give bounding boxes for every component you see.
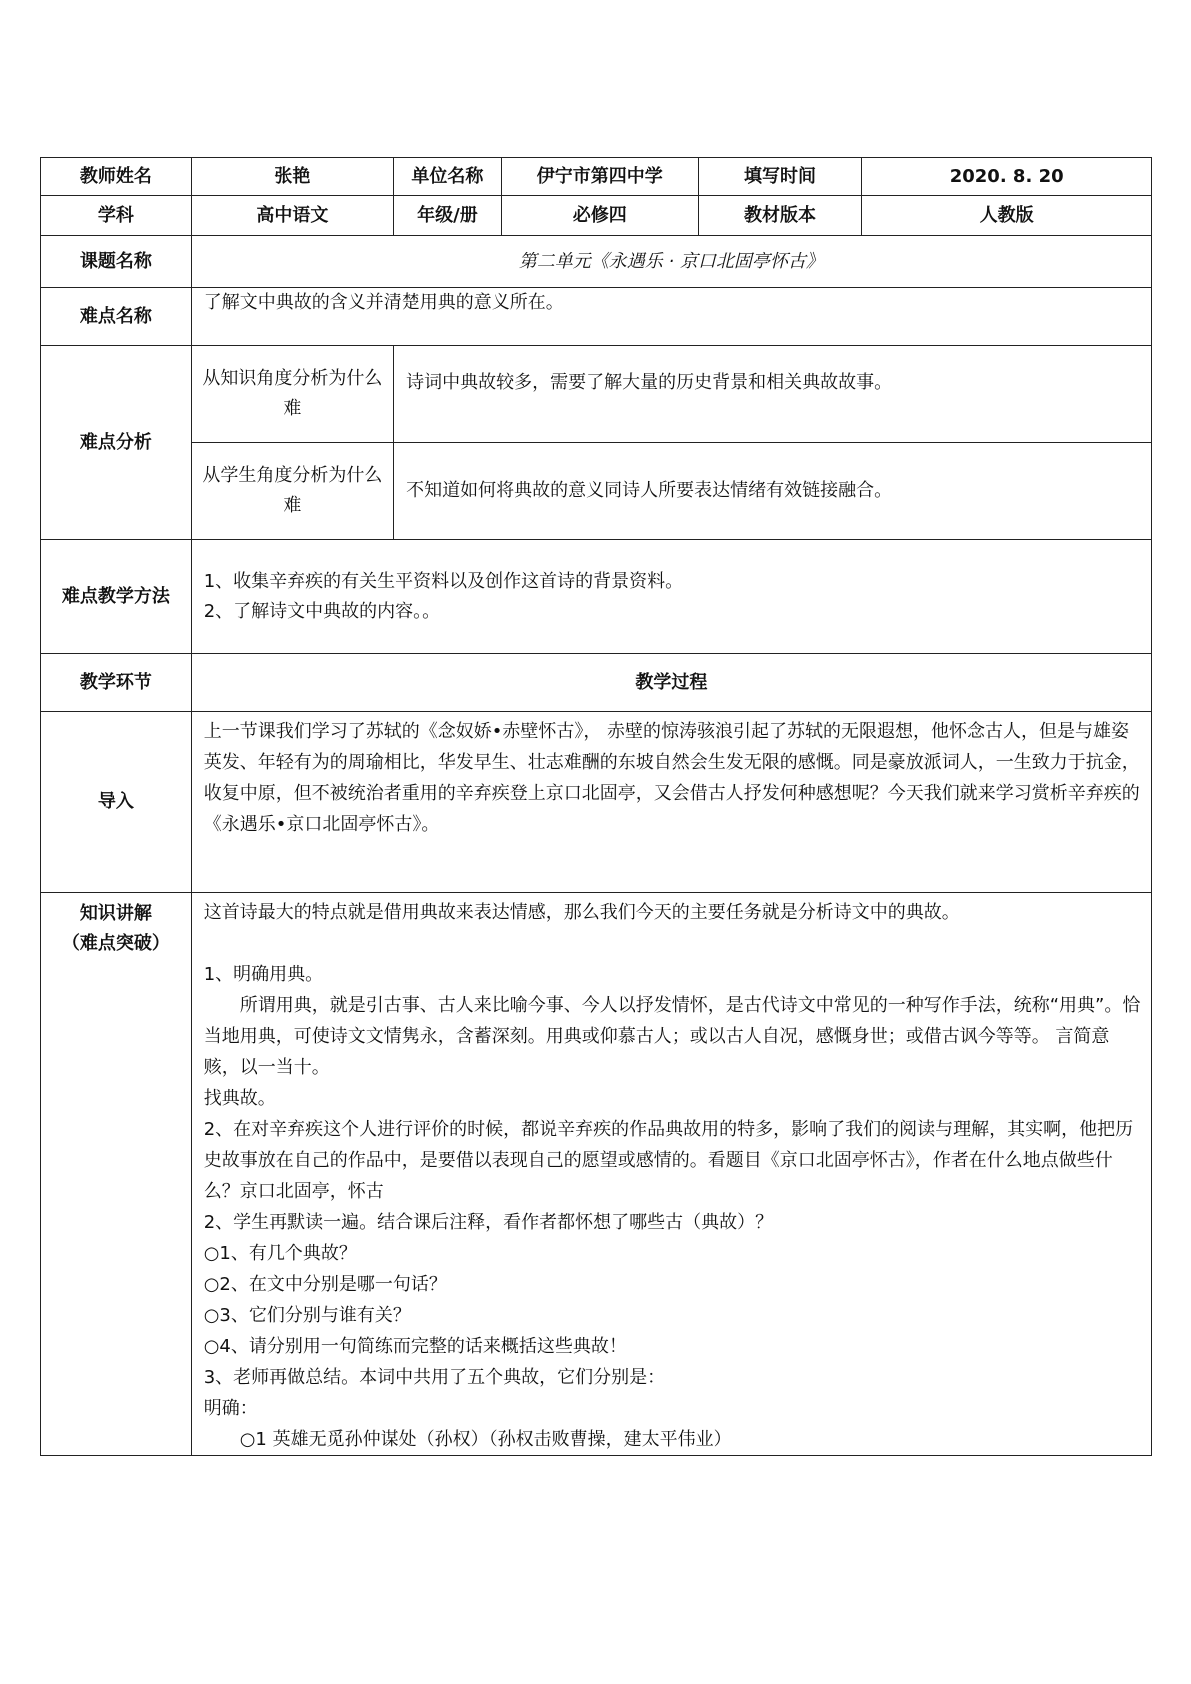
knowledge-line: 3、老师再做总结。本词中共用了五个典故，它们分别是：: [203, 1367, 666, 1388]
method-row: [41, 540, 1152, 654]
lesson-title-label: 课题名称: [41, 236, 192, 288]
knowledge-line: ○2、在文中分别是哪一句话？: [203, 1274, 447, 1295]
header-row-2: [41, 196, 1152, 236]
method-text: [191, 540, 1151, 654]
edition-label: 教材版本: [698, 196, 862, 236]
process-header-row: [41, 654, 1152, 712]
analysis-row-knowledge: [41, 346, 1152, 443]
header-row-1: [41, 158, 1152, 196]
difficulty-row: [41, 288, 1152, 346]
knowledge-angle-text: 诗词中典故较多，需要了解大量的历史背景和相关典故故事。: [394, 346, 1152, 443]
intro-row: [41, 712, 1152, 893]
grade-label: 年级/册: [394, 196, 502, 236]
edition-value: 人教版: [862, 196, 1152, 236]
knowledge-line: ○4、请分别用一句简练而完整的话来概括这些典故！: [203, 1336, 627, 1357]
knowledge-row: [41, 893, 1152, 1456]
stage-label: 教学环节: [41, 654, 192, 712]
lesson-plan-table: [40, 157, 1152, 1456]
teacher-name-value: 张艳: [191, 158, 393, 196]
lesson-title-row: [41, 236, 1152, 288]
lesson-title-value: 第二单元《永遇乐 · 京口北固亭怀古》: [191, 236, 1151, 288]
knowledge-line: 2、学生再默读一遍。结合课后注释，看作者都怀想了哪些古（典故）？: [203, 1212, 774, 1233]
knowledge-label: [41, 893, 192, 1456]
knowledge-line: ○1 英雄无觅孙仲谋处（孙权）（孙权击败曹操，建太平伟业）: [239, 1429, 732, 1450]
knowledge-label-line1: 知识讲解: [79, 903, 152, 924]
intro-text: 上一节课我们学习了苏轼的《念奴娇•赤壁怀古》， 赤壁的惊涛骇浪引起了苏轼的无限遐想，他怀念古人，但是与雄姿英发、年轻有为的周瑜相比，华发早生、壮志难酬的东坡自然会生发无限的感慨。同是豪放派词人，一生致力于抗金，收复中原，但不被统治者重用的辛弃疾登上京口北固亭，又会借古人抒发何种感想呢？今天我们就来学习赏析辛弃疾的《永遇乐•京口北固亭怀古》。: [191, 712, 1151, 893]
knowledge-content: [191, 893, 1151, 1456]
knowledge-line: 所谓用典，就是引古事、古人来比喻今事、今人以抒发情怀，是古代诗文中常见的一种写作手法，统称“用典”。恰当地用典，可使诗文文情隽永，含蓄深刻。用典或仰慕古人；或以古人自况，感慨身世；或借古讽今等等。 言简意赅，以一当十。: [203, 995, 1141, 1078]
method-item: 2、了解诗文中典故的内容。。: [203, 600, 441, 622]
unit-name-label: 单位名称: [394, 158, 502, 196]
knowledge-angle-label: 从知识角度分析为什么难: [191, 346, 393, 443]
unit-name-value: 伊宁市第四中学: [501, 158, 698, 196]
difficulty-label: 难点名称: [41, 288, 192, 346]
knowledge-line: ○3、它们分别与谁有关？: [203, 1305, 411, 1326]
analysis-row-student: [41, 443, 1152, 540]
knowledge-line: 找典故。: [203, 1088, 276, 1109]
subject-label: 学科: [41, 196, 192, 236]
knowledge-line: 2、在对辛弃疾这个人进行评价的时候，都说辛弃疾的作品典故用的特多，影响了我们的阅读与理解，其实啊，他把历史故事放在自己的作品中，是要借以表现自己的愿望或感情的。看题目《京口北固亭怀古》，作者在什么地点做些什么？京口北固亭，怀古: [203, 1119, 1134, 1202]
grade-value: 必修四: [501, 196, 698, 236]
student-angle-label: 从学生角度分析为什么难: [191, 443, 393, 540]
difficulty-value: 了解文中典故的含义并清楚用典的意义所在。: [191, 288, 1151, 346]
teacher-name-label: 教师姓名: [41, 158, 192, 196]
student-angle-text: 不知道如何将典故的意义同诗人所要表达情绪有效链接融合。: [394, 443, 1152, 540]
knowledge-label-line2: （难点突破）: [61, 933, 170, 954]
fill-date-label: 填写时间: [698, 158, 862, 196]
knowledge-line: 1、明确用典。: [203, 964, 324, 985]
knowledge-line: 明确：: [203, 1398, 258, 1419]
intro-label: 导入: [41, 712, 192, 893]
fill-date-value: 2020. 8. 20: [862, 158, 1152, 196]
method-item: 1、收集辛弃疾的有关生平资料以及创作这首诗的背景资料。: [203, 570, 684, 592]
process-label: 教学过程: [191, 654, 1151, 712]
method-label: 难点教学方法: [41, 540, 192, 654]
analysis-label: 难点分析: [41, 346, 192, 540]
knowledge-line: 这首诗最大的特点就是借用典故来表达情感，那么我们今天的主要任务就是分析诗文中的典故。: [203, 902, 960, 923]
subject-value: 高中语文: [191, 196, 393, 236]
knowledge-line: ○1、有几个典故？: [203, 1243, 357, 1264]
